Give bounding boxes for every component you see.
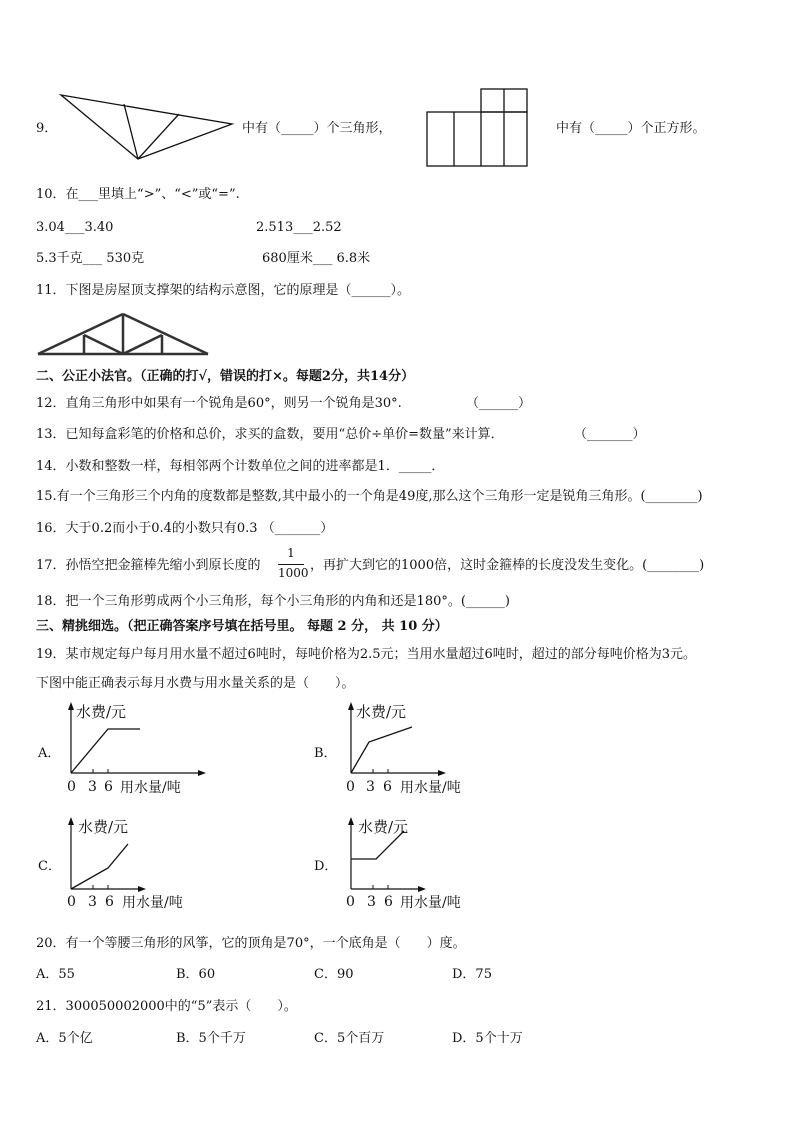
q9-square-question: 中有（_____）个正方形。 xyxy=(556,121,706,136)
graph-a-tick-6: 6 xyxy=(104,779,113,795)
q17-fraction-denominator: 1000 xyxy=(278,566,309,580)
q21-option-b: B．5个千万 xyxy=(176,1031,246,1046)
graph-a-tick-0: 0 xyxy=(67,779,76,795)
q10-title: 10．在___里填上“>”、“<”或“=”. xyxy=(36,187,240,202)
section-2-title: 二、公正小法官。（正确的打√，错误的打×。每题2分，共14分） xyxy=(36,369,415,384)
q17-fraction-bar xyxy=(278,564,304,565)
q14-text: 14．小数和整数一样，每相邻两个计数单位之间的进率都是1．_____． xyxy=(36,459,445,474)
graph-d-y-label: 水费/元 xyxy=(358,818,409,836)
q20-option-a: A．55 xyxy=(36,967,75,982)
q20-option-c: C．90 xyxy=(314,967,354,982)
q20-option-d: D．75 xyxy=(452,967,492,982)
q17-text-before: 17．孙悟空把金箍棒先缩小到原长度的 xyxy=(36,558,261,573)
graph-b-x-label: 用水量/吨 xyxy=(400,780,461,796)
q19-line-1: 19．某市规定每户每月用水量不超过6吨时，每吨价格为2.5元；当用水量超过6吨时，超过的部分每吨价格为3元。 xyxy=(36,647,697,662)
q16-text: 16．大于0.2而小于0.4的小数只有0.3 （_______） xyxy=(36,521,334,536)
graph-b-tick-3: 3 xyxy=(366,779,375,795)
q11-text: 11．下图是房屋顶支撑架的结构示意图，它的原理是（______）。 xyxy=(36,283,411,298)
graph-d-x-label: 用水量/吨 xyxy=(400,895,461,911)
q12-text: 12．直角三角形中如果有一个锐角是60°，则另一个锐角是30°. xyxy=(36,396,402,411)
option-a-label: A． xyxy=(38,746,61,761)
q17-text-after: ，再扩大到它的1000倍，这时金箍棒的长度没发生变化。(________) xyxy=(310,558,705,573)
graph-b-tick-0: 0 xyxy=(346,779,355,795)
q19-line-2: 下图中能正确表示每月水费与用水量关系的是（ ）。 xyxy=(36,676,355,691)
q12-answer-blank: （______） xyxy=(466,396,532,411)
graph-c-tick-6: 6 xyxy=(105,894,114,910)
graph-d-tick-3: 3 xyxy=(367,894,376,910)
q10-item-c: 5.3千克___ 530克 xyxy=(36,251,145,266)
q10-item-d: 680厘米___ 6.8米 xyxy=(262,251,371,266)
q21-text: 21．300050002000中的“5”表示（ ）。 xyxy=(36,999,297,1014)
graph-a-x-label: 用水量/吨 xyxy=(120,780,181,796)
q15-text: 15.有一个三角形三个内角的度数都是整数,其中最小的一个角是49度,那么这个三角形一定是锐角三角形。(________) xyxy=(36,489,703,504)
q21-option-d: D．5个十万 xyxy=(452,1031,523,1046)
graph-b-y-label: 水费/元 xyxy=(356,703,407,721)
graph-c-tick-0: 0 xyxy=(67,894,76,910)
graph-c-x-label: 用水量/吨 xyxy=(122,895,183,911)
q13-text: 13．已知每盒彩笔的价格和总价，求买的盒数，要用“总价÷单价=数量”来计算． xyxy=(36,427,504,442)
graph-c-tick-3: 3 xyxy=(88,894,97,910)
roof-truss-figure xyxy=(36,310,212,358)
q13-answer-blank: （_______） xyxy=(574,427,646,442)
graph-b-tick-6: 6 xyxy=(383,779,392,795)
graph-a-y-label: 水费/元 xyxy=(76,703,127,721)
option-c-label: C． xyxy=(38,859,61,874)
section-3-title: 三、精挑细选。（把正确答案序号填在括号里。 每题 2 分， 共 10 分） xyxy=(36,619,448,634)
graph-a-tick-3: 3 xyxy=(88,779,97,795)
q9-number: 9． xyxy=(36,121,58,136)
q18-text: 18．把一个三角形剪成两个小三角形，每个小三角形的内角和还是180°。(______) xyxy=(36,594,510,609)
q10-item-a: 3.04___3.40 xyxy=(36,220,114,235)
graph-d-tick-0: 0 xyxy=(346,894,355,910)
q21-option-a: A．5个亿 xyxy=(36,1031,93,1046)
q9-triangle-question: 中有（_____）个三角形， xyxy=(242,121,392,136)
q9-squares-figure xyxy=(426,88,530,168)
q20-option-b: B．60 xyxy=(176,967,216,982)
q17-fraction-numerator: 1 xyxy=(287,546,295,560)
q20-text: 20．有一个等腰三角形的风筝，它的顶角是70°，一个底角是（ ）度。 xyxy=(36,936,466,951)
q10-item-b: 2.513___2.52 xyxy=(256,220,342,235)
q9-triangle-figure xyxy=(58,92,238,162)
option-b-label: B． xyxy=(314,746,337,761)
q21-option-c: C．5个百万 xyxy=(314,1031,385,1046)
option-d-label: D． xyxy=(314,859,338,874)
graph-d-tick-6: 6 xyxy=(384,894,393,910)
graph-c-y-label: 水费/元 xyxy=(78,818,129,836)
